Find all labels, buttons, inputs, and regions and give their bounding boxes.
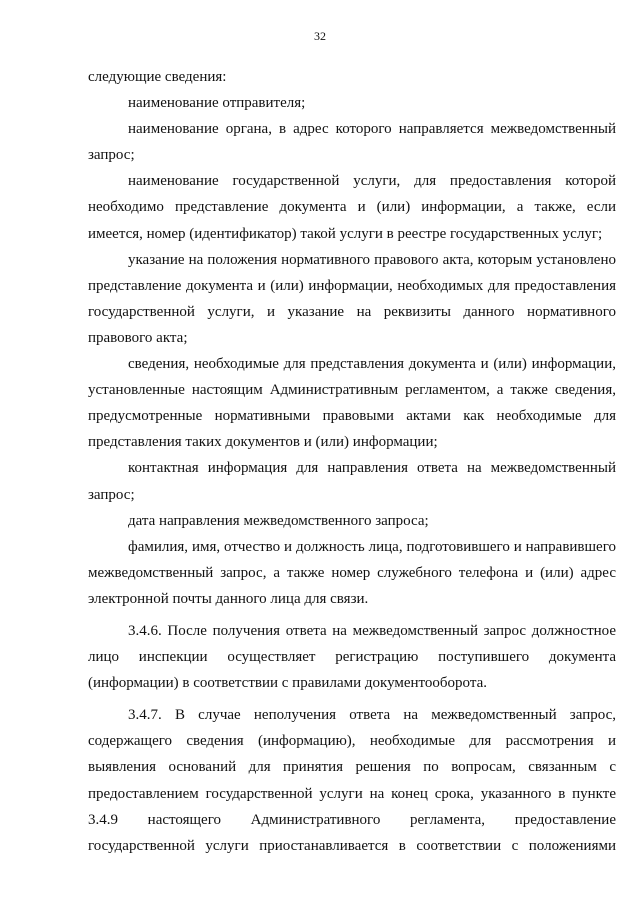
paragraph-intro: следующие сведения:	[88, 69, 227, 85]
paragraph-request-date: дата направления межведомственного запроса;	[128, 512, 429, 529]
paragraph-required-info: сведения, необходимые для представления документа и (или) информации, установленные настоящим Административным регламентом, а также сведения, предусмотренные нормативными правовыми актами как необходимые для представления таких документов и (или) информации;	[88, 356, 616, 451]
paragraph-preparer-details: фамилия, имя, отчество и должность лица, подготовившего и направившего межведомственный запрос, а также номер служебного телефона и (или) адрес электронной почты данного лица для связи.	[88, 538, 616, 607]
paragraph-section-3-4-7: 3.4.7. В случае неполучения ответа на межведомственный запрос, содержащего сведения (информацию), необходимые для рассмотрения и выявления оснований для принятия решения по вопросам, связанным с предоставлением государственной услуги на конец срока, указанного в пункте 3.4.9 настоящего Административного регламента, предоставление государственной услуги приостанавливается в соответствии с положениями	[88, 707, 616, 854]
paragraph-section-3-4-6: 3.4.6. После получения ответа на межведомственный запрос должностное лицо инспекции осуществляет регистрацию поступившего документа (информации) в соответствии с правилами документооборота.	[88, 622, 616, 692]
paragraph-sender-name: наименование отправителя;	[128, 95, 306, 112]
paragraph-recipient-organ: наименование органа, в адрес которого направляется межведомственный запрос;	[88, 121, 616, 164]
paragraph-contact-info: контактная информация для направления ответа на межведомственный запрос;	[88, 460, 616, 503]
paragraph-service-name: наименование государственной услуги, для предоставления которой необходимо представление документа и (или) информации, а также, если имеется, номер (идентификатор) такой услуги в реестре государственных услуг;	[88, 173, 616, 242]
paragraph-legal-act: указание на положения нормативного правового акта, которым установлено представление документа и (или) информации, необходимых для предоставления государственной услуги, и указание на реквизиты данного нормативного правового акта;	[88, 251, 616, 346]
page-number: 32	[314, 29, 326, 43]
body-text	[88, 64, 616, 859]
